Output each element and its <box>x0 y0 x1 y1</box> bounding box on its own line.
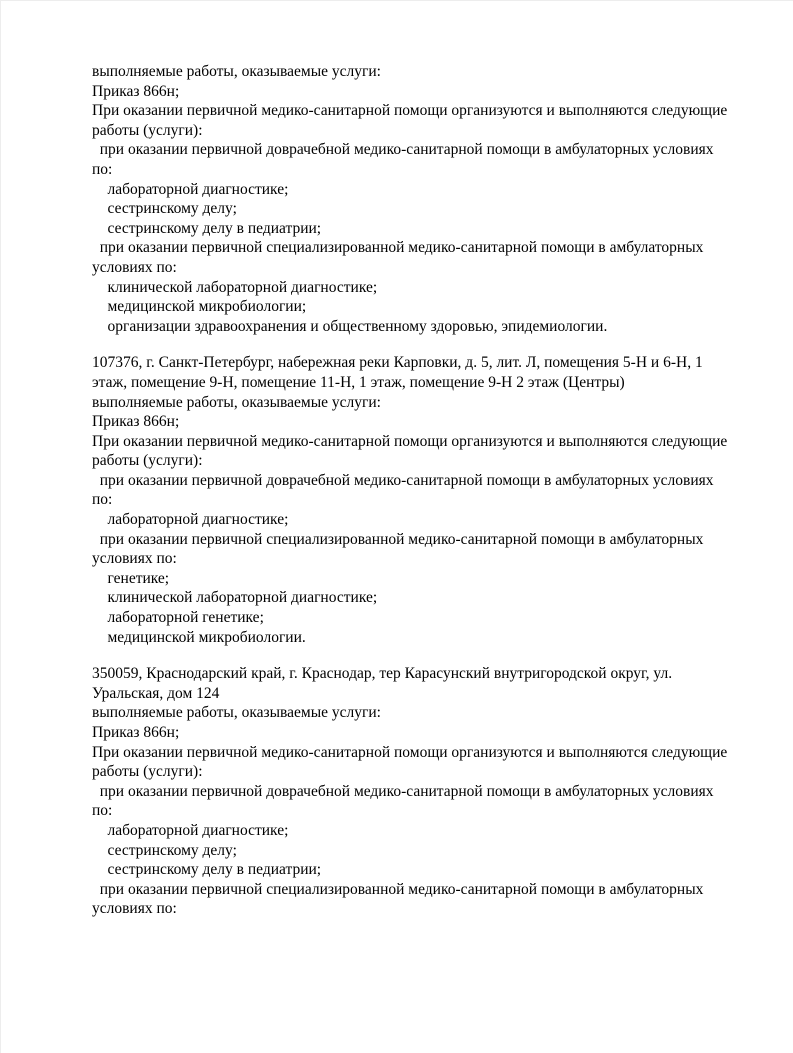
document-line: выполняемые работы, оказываемые услуги: <box>92 704 381 722</box>
document-line: сестринскому делу; <box>92 200 237 218</box>
document-line: медицинской микробиологии; <box>92 298 307 316</box>
document-line: Приказ 866н; <box>92 413 180 431</box>
document-line: 107376, г. Санкт-Петербург, набережная реки Карповки, д. 5, лит. Л, помещения 5-Н и 6-Н, 1 <box>92 354 703 372</box>
document-line: клинической лабораторной диагностике; <box>92 589 378 607</box>
address-block-sankt-peterburg <box>92 353 757 647</box>
document-line: лабораторной диагностике; <box>92 511 289 529</box>
document-line: работы (услуги): <box>92 763 203 781</box>
document-line: 350059, Краснодарский край, г. Краснодар, тер Карасунский внутригородской округ, ул. <box>92 665 673 683</box>
document-line: генетике; <box>92 569 170 587</box>
document-line: по: <box>92 491 113 509</box>
license-works-and-services-text <box>1 1 793 919</box>
document-line: При оказании первичной медико-санитарной помощи организуются и выполняются следующие <box>92 432 728 450</box>
document-line: сестринскому делу в педиатрии; <box>92 861 322 879</box>
document-line: условиях по: <box>92 258 177 276</box>
document-line: лабораторной генетике; <box>92 609 264 627</box>
document-line: клинической лабораторной диагностике; <box>92 278 378 296</box>
document-line: работы (услуги): <box>92 121 203 139</box>
document-line: при оказании первичной специализированной медико-санитарной помощи в амбулаторных <box>92 239 704 257</box>
document-line: при оказании первичной доврачебной медико-санитарной помощи в амбулаторных условиях <box>92 141 714 159</box>
services-block-continuation <box>92 62 757 336</box>
document-line: сестринскому делу в педиатрии; <box>92 219 322 237</box>
document-line: При оказании первичной медико-санитарной помощи организуются и выполняются следующие <box>92 102 728 120</box>
document-line: организации здравоохранения и общественному здоровью, эпидемиологии. <box>92 317 608 335</box>
document-line: при оказании первичной специализированной медико-санитарной помощи в амбулаторных <box>92 880 704 898</box>
document-line: при оказании первичной специализированной медико-санитарной помощи в амбулаторных <box>92 530 704 548</box>
document-line: этаж, помещение 9-Н, помещение 11-Н, 1 этаж, помещение 9-Н 2 этаж (Центры) <box>92 373 625 391</box>
document-line: при оказании первичной доврачебной медико-санитарной помощи в амбулаторных условиях <box>92 782 714 800</box>
document-line: условиях по: <box>92 900 177 918</box>
document-line: при оказании первичной доврачебной медико-санитарной помощи в амбулаторных условиях <box>92 471 714 489</box>
document-line: медицинской микробиологии. <box>92 628 306 646</box>
document-line: Приказ 866н; <box>92 82 180 100</box>
document-line: работы (услуги): <box>92 452 203 470</box>
document-line: сестринскому делу; <box>92 841 237 859</box>
document-line: условиях по: <box>92 550 177 568</box>
document-line: Приказ 866н; <box>92 724 180 741</box>
document-line: выполняемые работы, оказываемые услуги: <box>92 63 381 80</box>
document-line: выполняемые работы, оказываемые услуги: <box>92 393 381 411</box>
document-line: по: <box>92 160 113 178</box>
document-line: При оказании первичной медико-санитарной помощи организуются и выполняются следующие <box>92 743 728 761</box>
document-line: лабораторной диагностике; <box>92 821 289 839</box>
document-line: по: <box>92 802 113 820</box>
address-block-krasnodar <box>92 664 757 919</box>
document-line: Уральская, дом 124 <box>92 684 220 702</box>
document-line: лабораторной диагностике; <box>92 180 289 198</box>
